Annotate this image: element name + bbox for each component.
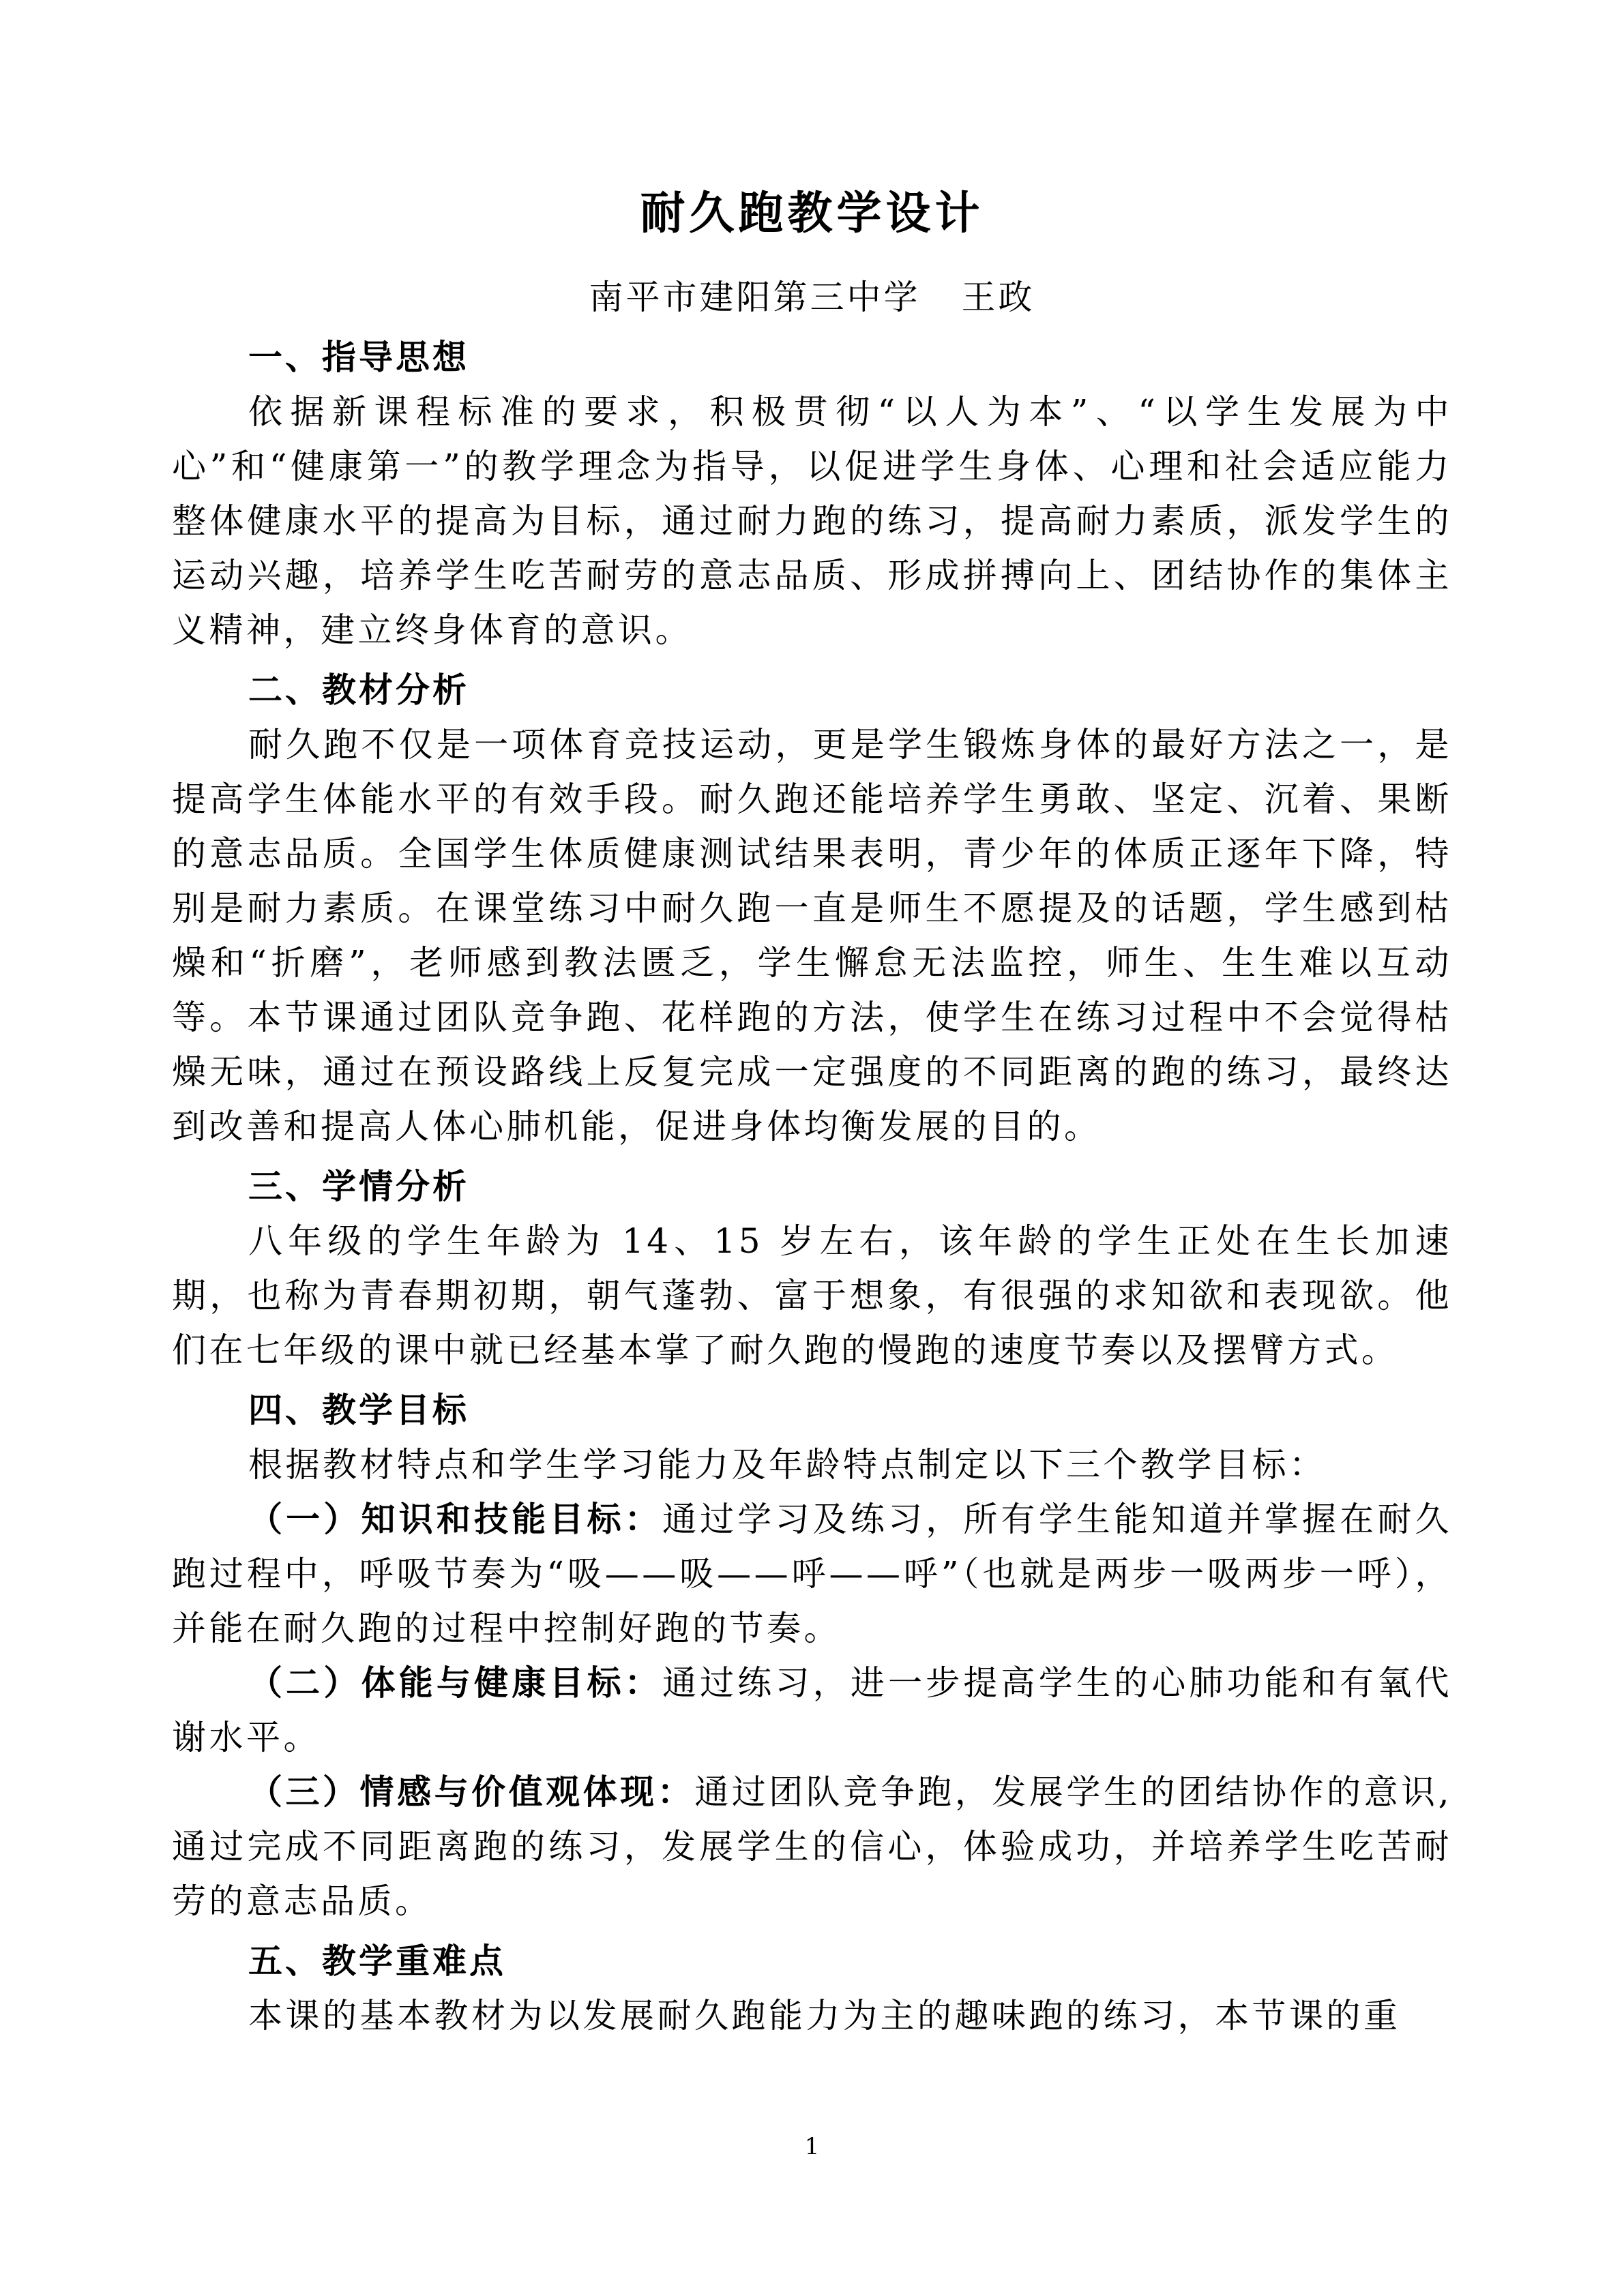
paragraph-student-analysis: 八年级的学生年龄为 14、15 岁左右，该年龄的学生正处在生长加速期，也称为青春期初期，朝气蓬勃、富于想象，有很强的求知欲和表现欲。他们在七年级的课中就已经基本掌了耐久跑的慢跑的速度节奏以及摆臂方式。 xyxy=(172,1221,1452,1370)
paragraph-key-difficulties: 本课的基本教材为以发展耐久跑能力为主的趣味跑的练习，本节课的重 xyxy=(248,1996,1401,2036)
author-line xyxy=(172,270,1452,325)
section-heading-student-analysis: 三、学情分析 xyxy=(248,1166,469,1206)
goal-fitness-health-label: （二）体能与健康目标： xyxy=(248,1663,662,1703)
author-school: 南平市建阳第三中学 xyxy=(589,278,921,317)
page-number: 1 xyxy=(804,2133,820,2160)
goal-emotion-values-text: 通过团队竞争跑，发展学生的团结协作的意识,通过完成不同距离跑的练习，发展学生的信心，体验成功，并培养学生吃苦耐劳的意志品质。 xyxy=(172,1772,1452,1921)
paragraph-guiding-ideology: 依据新课程标准的要求，积极贯彻“以人为本”、“以学生发展为中心”和“健康第一”的教学理念为指导，以促进学生身体、心理和社会适应能力整体健康水平的提高为目标，通过耐力跑的练习，提高耐力素质，派发学生的运动兴趣，培养学生吃苦耐劳的意志品质、形成拼搏向上、团结协作的集体主义精神，建立终身体育的意识。 xyxy=(172,392,1452,650)
section-heading-key-difficulties: 五、教学重难点 xyxy=(248,1941,506,1981)
page-title: 耐久跑教学设计 xyxy=(640,186,984,239)
goal-knowledge-skills xyxy=(172,1492,1452,1656)
goal-emotion-values xyxy=(172,1765,1452,1928)
section-heading-material-analysis: 二、教材分析 xyxy=(248,670,469,710)
goal-fitness-health xyxy=(172,1656,1452,1765)
paragraph-material-analysis: 耐久跑不仅是一项体育竞技运动，更是学生锻炼身体的最好方法之一，是提高学生体能水平的有效手段。耐久跑还能培养学生勇敢、坚定、沉着、果断的意志品质。全国学生体质健康测试结果表明，青少年的体质正逐年下降，特别是耐力素质。在课堂练习中耐久跑一直是师生不愿提及的话题，学生感到枯燥和“折磨”，老师感到教法匮乏，学生懈怠无法监控，师生、生生难以互动等。本节课通过团队竞争跑、花样跑的方法，使学生在练习过程中不会觉得枯燥无味，通过在预设路线上反复完成一定强度的不同距离的跑的练习，最终达到改善和提高人体心肺机能，促进身体均衡发展的目的。 xyxy=(172,725,1452,1146)
goal-fitness-health-text: 通过练习，进一步提高学生的心肺功能和有氧代谢水平。 xyxy=(172,1663,1453,1757)
goal-knowledge-skills-label: （一）知识和技能目标： xyxy=(248,1499,662,1539)
paragraph-goals-intro: 根据教材特点和学生学习能力及年龄特点制定以下三个教学目标： xyxy=(248,1445,1327,1485)
section-heading-guiding-ideology: 一、指导思想 xyxy=(248,337,469,377)
section-heading-teaching-goals: 四、教学目标 xyxy=(248,1390,469,1430)
goal-emotion-values-label: （三）情感与价值观体现： xyxy=(248,1772,695,1812)
goal-knowledge-skills-text: 通过学习及练习，所有学生能知道并掌握在耐久跑过程中，呼吸节奏为“吸——吸——呼——呼”（也就是两步一吸两步一呼），并能在耐久跑的过程中控制好跑的节奏。 xyxy=(172,1500,1453,1648)
author-name: 王政 xyxy=(961,278,1035,317)
document-body xyxy=(172,179,1452,2043)
